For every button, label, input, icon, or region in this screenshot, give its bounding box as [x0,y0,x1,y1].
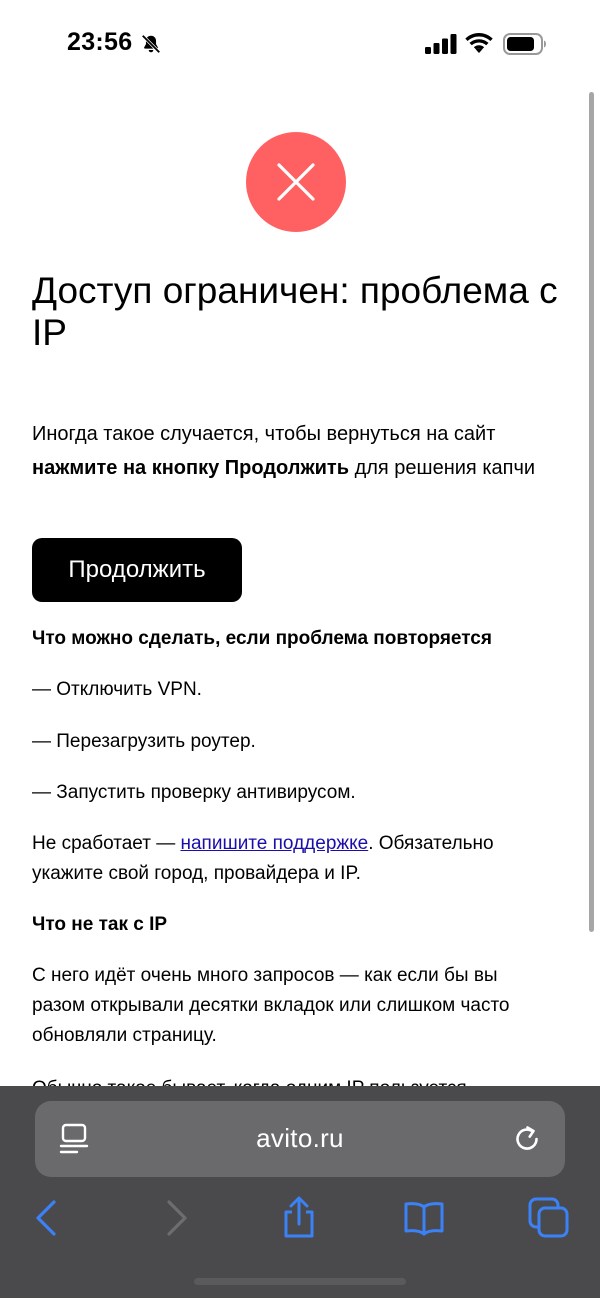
signal-icon [425,34,457,54]
error-badge [246,132,346,232]
back-icon[interactable] [26,1196,70,1240]
browser-toolbar [0,1086,600,1298]
page-title: Доступ ограничен: проблема с IP [32,270,558,353]
wifi-icon [464,32,494,54]
forward-icon[interactable] [153,1196,197,1240]
intro-text [32,417,562,485]
continue-button[interactable]: Продолжить [32,538,242,602]
support-text [32,829,562,889]
bookmarks-icon[interactable] [402,1196,446,1240]
status-bar [0,0,600,88]
what-to-do-heading: Что можно сделать, если проблема повторяется [32,628,492,649]
support-link[interactable]: напишите поддержке [180,833,369,854]
address-bar[interactable] [35,1101,565,1177]
list-item: — Отключить VPN. [32,679,202,700]
whats-wrong-heading: Что не так с IP [32,914,168,935]
intro-bold: нажмите на кнопку Продолжить [32,457,350,479]
intro-end: для решения капчи [349,457,536,479]
reload-icon[interactable] [511,1123,543,1155]
status-time: 23:56 [67,28,133,56]
url-text[interactable]: avito.ru [256,1123,344,1153]
intro-start: Иногда такое случается, чтобы вернуться на сайт [32,423,496,445]
battery-icon [503,33,547,55]
list-item: — Запустить проверку антивирусом. [32,782,356,803]
tabs-icon[interactable] [527,1196,571,1240]
whats-wrong-text: С него идёт очень много запросов — как если бы вы разом открывали десятки вкладок или слишком часто обновляли страницу. [32,965,510,1046]
support-prefix: Не сработает — [32,833,181,854]
close-icon [276,162,316,202]
support-suffix: . Обязательно укажите свой город, провайдера и IP. [32,833,494,884]
scroll-indicator[interactable] [589,92,594,932]
share-icon[interactable] [277,1196,321,1240]
home-indicator[interactable] [194,1278,406,1285]
bell-slash-icon [140,33,162,55]
list-item: — Перезагрузить роутер. [32,731,256,752]
